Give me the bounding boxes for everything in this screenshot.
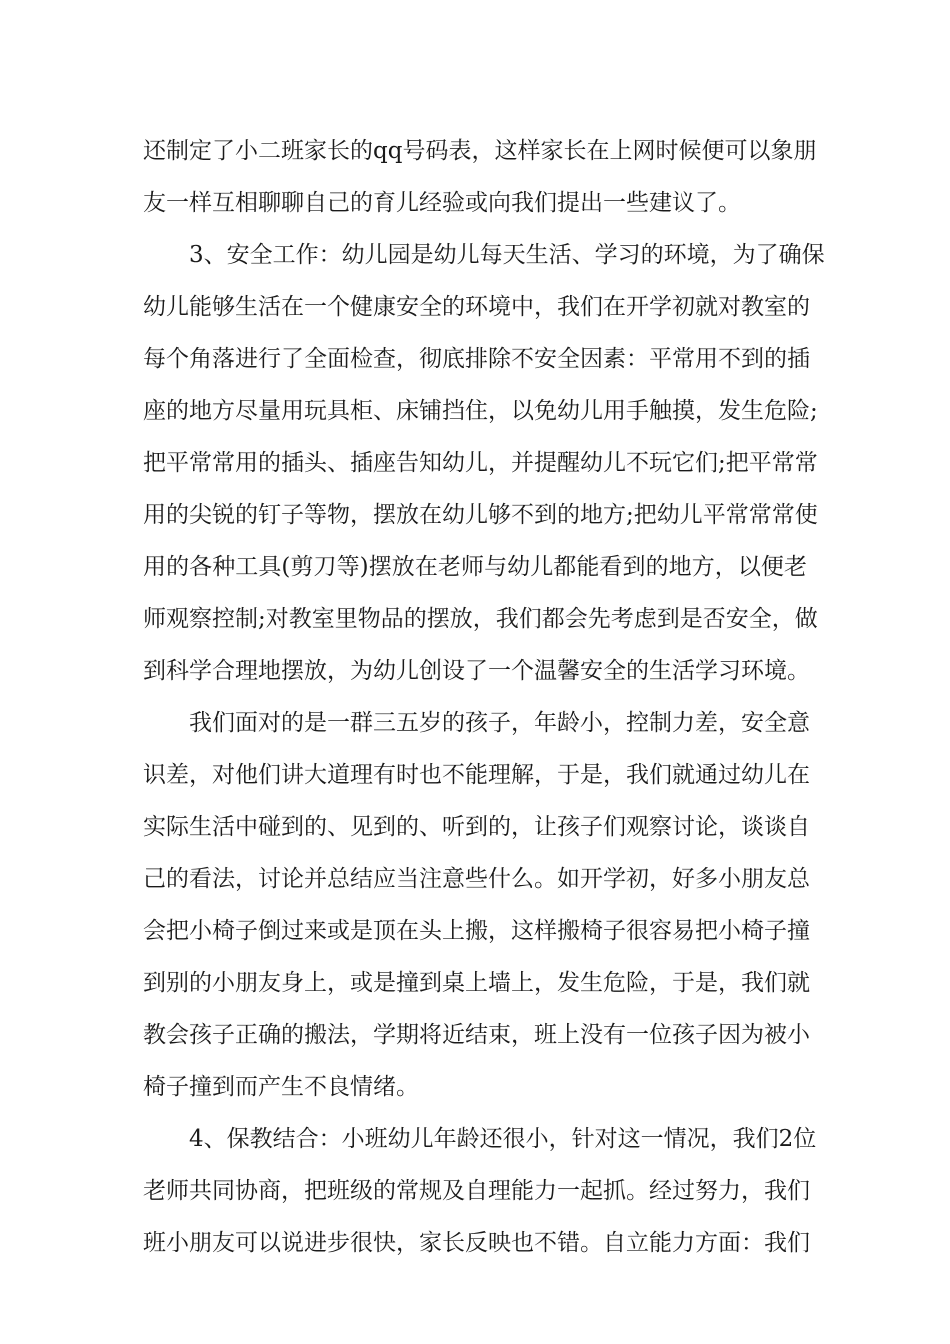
text-line: 幼儿能够生活在一个健康安全的环境中，我们在开学初就对教室的 [143, 294, 810, 320]
text-line: 椅子撞到而产生不良情绪。 [143, 1074, 419, 1100]
text-line: 每个角落进行了全面检查，彻底排除不安全因素：平常用不到的插 [143, 346, 810, 372]
text-line: 4、保教结合：小班幼儿年龄还很小，针对这一情况，我们2位 [189, 1126, 817, 1152]
text-line: 老师共同协商，把班级的常规及自理能力一起抓。经过努力，我们 [143, 1178, 810, 1204]
text-line: 会把小椅子倒过来或是顶在头上搬，这样搬椅子很容易把小椅子撞 [143, 918, 810, 944]
text-line: 3、安全工作：幼儿园是幼儿每天生活、学习的环境，为了确保 [189, 242, 825, 268]
text-line: 识差，对他们讲大道理有时也不能理解，于是，我们就通过幼儿在 [143, 762, 810, 788]
text-line: 到科学合理地摆放，为幼儿创设了一个温馨安全的生活学习环境。 [143, 658, 810, 684]
text-line: 座的地方尽量用玩具柜、床铺挡住，以免幼儿用手触摸，发生危险; [143, 398, 818, 424]
text-line: 到别的小朋友身上，或是撞到桌上墙上，发生危险，于是，我们就 [143, 970, 810, 996]
text-line: 班小朋友可以说进步很快，家长反映也不错。自立能力方面：我们 [143, 1230, 810, 1256]
text-line: 把平常常用的插头、插座告知幼儿，并提醒幼儿不玩它们;把平常常 [143, 450, 818, 476]
text-line: 师观察控制;对教室里物品的摆放，我们都会先考虑到是否安全，做 [143, 606, 818, 632]
text-line: 用的各种工具(剪刀等)摆放在老师与幼儿都能看到的地方，以便老 [143, 554, 807, 580]
text-line: 教会孩子正确的搬法，学期将近结束，班上没有一位孩子因为被小 [143, 1022, 810, 1048]
text-line: 实际生活中碰到的、见到的、听到的，让孩子们观察讨论，谈谈自 [143, 814, 810, 840]
text-line: 己的看法，讨论并总结应当注意些什么。如开学初，好多小朋友总 [143, 866, 810, 892]
text-line: 友一样互相聊聊自己的育儿经验或向我们提出一些建议了。 [143, 190, 741, 216]
text-line: 我们面对的是一群三五岁的孩子，年龄小，控制力差，安全意 [189, 710, 810, 736]
text-line: 用的尖锐的钉子等物，摆放在幼儿够不到的地方;把幼儿平常常常使 [143, 502, 818, 528]
text-line: 还制定了小二班家长的qq号码表，这样家长在上网时候便可以象朋 [143, 138, 817, 164]
